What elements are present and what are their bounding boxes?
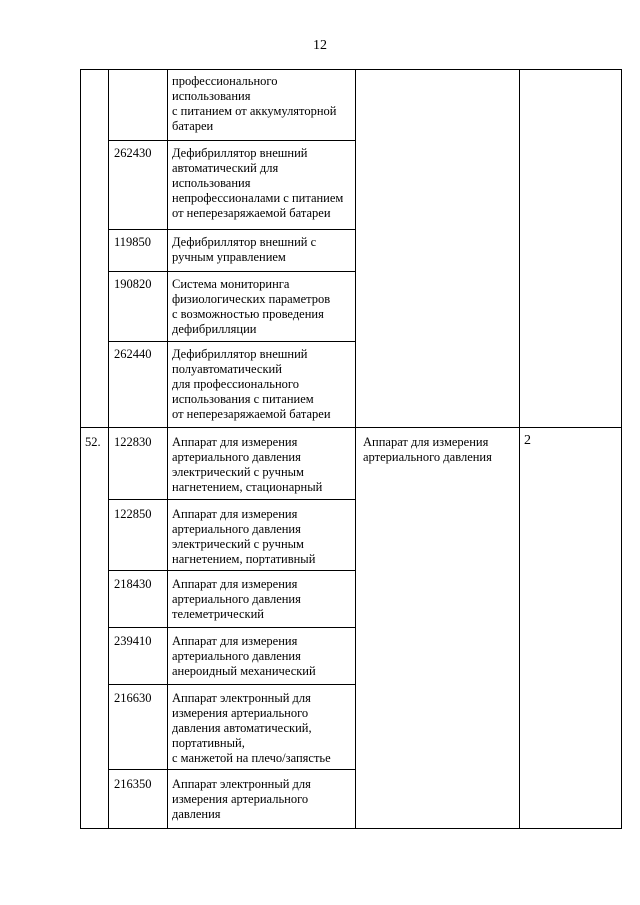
column-divider xyxy=(108,69,109,829)
device-name-cell: профессионального использования с питанием от аккумуляторной батареи xyxy=(172,74,337,133)
device-code-cell: 216630 xyxy=(114,691,152,705)
device-name-cell: Система мониторинга физиологических параметров с возможностью проведения дефибрилляции xyxy=(172,277,331,336)
row-divider xyxy=(108,271,356,272)
row-divider xyxy=(108,769,356,770)
device-name-cell: Дефибриллятор внешний с ручным управлением xyxy=(172,235,317,264)
row-divider xyxy=(108,499,356,500)
table-border-right xyxy=(621,69,622,829)
row-divider xyxy=(108,684,356,685)
group-divider xyxy=(80,427,622,428)
device-code-cell: 262430 xyxy=(114,146,152,160)
table-border-top xyxy=(80,69,622,70)
device-name-cell: Дефибриллятор внешний автоматический для использования непрофессионалами с питанием от неперезаряжаемой батареи xyxy=(172,146,344,220)
device-code-cell: 216350 xyxy=(114,777,152,791)
device-table xyxy=(80,69,622,829)
device-code-cell: 218430 xyxy=(114,577,152,591)
group-quantity: 2 xyxy=(524,433,531,448)
device-name-cell: Дефибриллятор внешний полуавтоматический для профессионального использования с питанием от неперезаряжаемой батареи xyxy=(172,347,331,421)
device-code-cell: 262440 xyxy=(114,347,152,361)
device-name-cell: Аппарат электронный для измерения артериального давления xyxy=(172,777,311,821)
column-divider xyxy=(519,69,520,829)
device-code-cell: 239410 xyxy=(114,634,152,648)
device-code-cell: 190820 xyxy=(114,277,152,291)
column-divider xyxy=(355,69,356,829)
device-name-cell: Аппарат для измерения артериального давления анероидный механический xyxy=(172,634,316,678)
column-divider xyxy=(167,69,168,829)
row-divider xyxy=(108,627,356,628)
group-device-name: Аппарат для измерения артериального давления xyxy=(363,435,492,464)
device-name-cell: Аппарат для измерения артериального давления электрический с ручным нагнетением, стационарный xyxy=(172,435,323,494)
table-border-left xyxy=(80,69,81,829)
device-name-cell: Аппарат для измерения артериального давления электрический с ручным нагнетением, портативный xyxy=(172,507,316,566)
row-divider xyxy=(108,229,356,230)
table-border-bottom xyxy=(80,828,622,829)
device-code-cell: 122830 xyxy=(114,435,152,449)
device-code-cell: 122850 xyxy=(114,507,152,521)
page-number: 12 xyxy=(313,38,327,53)
device-code-cell: 119850 xyxy=(114,235,152,249)
row-divider xyxy=(108,341,356,342)
device-name-cell: Аппарат электронный для измерения артериального давления автоматический, портативный, с манжетой на плечо/запястье xyxy=(172,691,331,765)
row-divider xyxy=(108,140,356,141)
row-divider xyxy=(108,570,356,571)
device-name-cell: Аппарат для измерения артериального давления телеметрический xyxy=(172,577,301,621)
group-number: 52. xyxy=(85,435,101,449)
